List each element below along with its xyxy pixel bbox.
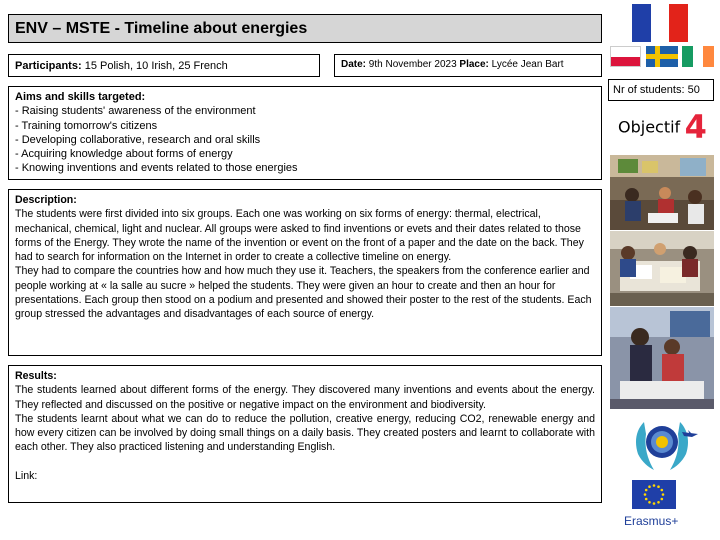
results-paragraph-1: The students learned about different forms of the energy. They discovered many inventions and events about the energy. They reflected and discussed on the positive or negative impact on the environment and biodiversity. (15, 384, 595, 411)
eu-flag-icon (632, 480, 676, 509)
aims-box (8, 86, 602, 180)
place-value: Lycée Jean Bart (488, 59, 564, 70)
participants-label: Participants: (15, 60, 82, 72)
participants-box (8, 54, 320, 77)
student-count: Nr of students: 50 (613, 84, 700, 96)
participants-value: 15 Polish, 10 Irish, 25 French (81, 60, 228, 72)
classroom-photo-1 (610, 155, 714, 230)
results-paragraph-2: The students learnt about what we can do to reduce the pollution, creative energy, reducing CO2, renewable energy and how every citizen can be involved by doing small things on a daily basis. They created posters and learnt to collaborate with each other. They also practiced listening and understanding English. (15, 412, 595, 454)
erasmus-plus-logo-text: Erasmus+ (624, 514, 679, 528)
sweden-flag-icon (646, 46, 678, 67)
place-label: Place: (459, 59, 489, 70)
aims-item: - Raising students' awareness of the environment (15, 105, 256, 118)
title-banner (8, 14, 602, 43)
date-place-box (334, 54, 602, 77)
date-label: Date: (341, 59, 367, 70)
description-paragraph-2: They had to compare the countries how and how much they use it. Teachers, the speakers from the conference earlier and people working at « la salle au sucre » helped the students. They were given an hour to create and then an hour for presentations. Each group then stood on a podium and presented and showed their poster to the rest of the students. Each group stressed the advantages and disadvantages of each source of energy. (15, 265, 592, 321)
aims-item: - Knowing inventions and events related to those energies (15, 162, 298, 175)
date-value: 9th November 2023 (366, 59, 460, 70)
page-title: ENV – MSTE - Timeline about energies (15, 20, 308, 37)
poland-flag-icon (610, 46, 641, 67)
aims-item: - Training tomorrow's citizens (15, 119, 158, 132)
aims-item: - Acquiring knowledge about forms of energy (15, 148, 233, 161)
france-flag-icon (632, 4, 688, 42)
classroom-photo-3 (610, 307, 714, 409)
ireland-flag-icon (682, 46, 714, 67)
objectif-number: 4 (684, 108, 707, 146)
student-count-box (608, 79, 714, 101)
objectif-text: Objectif (618, 117, 681, 137)
objectif-4-logo (618, 108, 714, 148)
aims-heading: Aims and skills targeted: (15, 91, 146, 103)
classroom-photo-2 (610, 231, 714, 306)
description-paragraph-1: The students were first divided into six groups. Each one was working on six forms of energy: thermal, electrical, mechanical, chemical, light and nuclear. All groups were asked to find inventions or evets and their dates related to those forms of the Energy. They wrote the name of the invention or event on the front of a paper and the date on the back. They had to search for information on the Internet in order to create a collective timeline on energy. (15, 208, 584, 264)
results-box (8, 365, 602, 503)
aims-item: - Developing collaborative, research and oral skills (15, 133, 261, 146)
school-emblem-logo (622, 412, 702, 474)
link-label: Link: (15, 469, 38, 482)
description-box (8, 189, 602, 356)
results-heading: Results: (15, 370, 57, 382)
description-heading: Description: (15, 194, 77, 206)
